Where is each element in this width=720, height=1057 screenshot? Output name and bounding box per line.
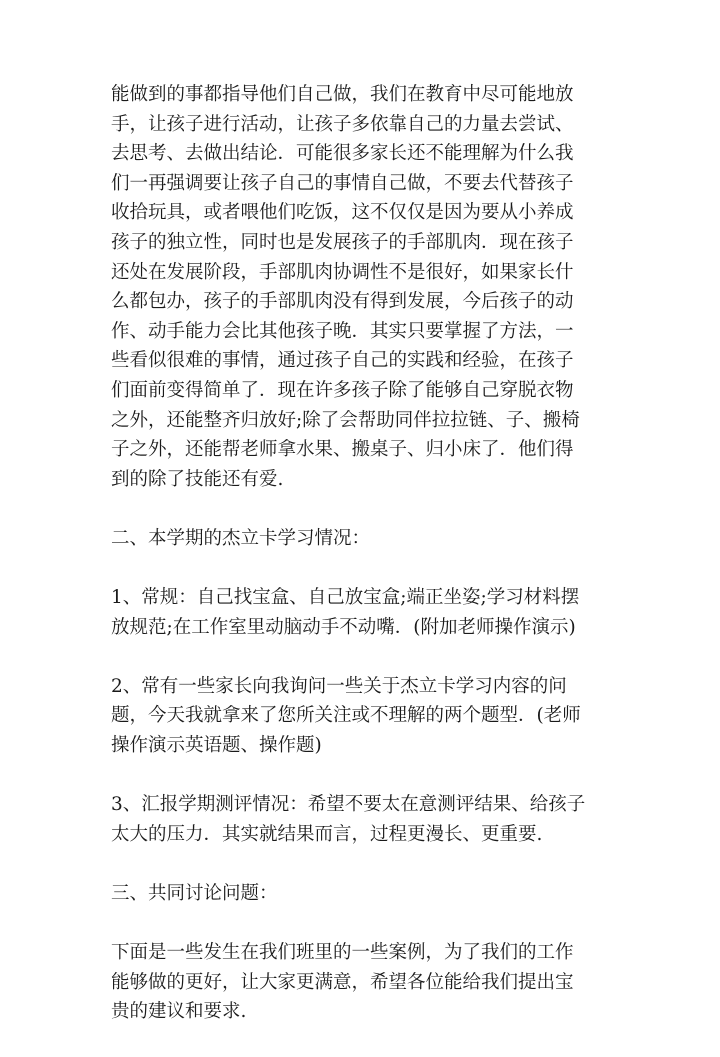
- text-line: 还处在发展阶段，手部肌肉协调性不是很好，如果家长什: [111, 261, 574, 283]
- text-line: 贵的建议和要求.: [111, 1001, 247, 1023]
- section-heading-2: [111, 524, 611, 554]
- text-line: 下面是一些发生在我们班里的一些案例，为了我们的工作: [111, 942, 574, 964]
- text-line: 操作演示英语题、操作题): [111, 735, 322, 757]
- text-line: 去思考、去做出结论．可能很多家长还不能理解为什么我: [111, 143, 574, 165]
- text-line: 作、动手能力会比其他孩子晚．其实只要掌握了方法，一: [111, 320, 574, 342]
- text-line: 之外，还能整齐归放好;除了会帮助同伴拉拉链、子、搬椅: [111, 409, 580, 431]
- paragraph-item-1: [111, 583, 611, 642]
- text-line: 手，让孩子进行活动，让孩子多依靠自己的力量去尝试、: [111, 113, 574, 135]
- heading-line: 二、本学期的杰立卡学习情况：: [111, 527, 371, 549]
- text-line: 题，今天我就拿来了您所关注或不理解的两个题型．(老师: [111, 705, 581, 727]
- paragraph-item-2: [111, 672, 611, 761]
- paragraph-item-3: [111, 790, 611, 849]
- text-line: 么都包办，孩子的手部肌肉没有得到发展，今后孩子的动: [111, 291, 574, 313]
- section-heading-3: [111, 879, 611, 909]
- text-line: 些看似很难的事情，通过孩子自己的实践和经验，在孩子: [111, 350, 574, 372]
- text-line: 能做到的事都指导他们自己做，我们在教育中尽可能地放: [111, 84, 574, 105]
- text-line: 放规范;在工作室里动脑动手不动嘴．(附加老师操作演示): [111, 616, 576, 638]
- text-line: 们一再强调要让孩子自己的事情自己做，不要去代替孩子: [111, 172, 574, 194]
- text-line: 1、常规：自己找宝盒、自己放宝盒;端正坐姿;学习材料摆: [111, 587, 580, 609]
- paragraph-intro: [111, 80, 611, 494]
- text-line: 收拾玩具，或者喂他们吃饭，这不仅仅是因为要从小养成: [111, 202, 574, 224]
- heading-line: 三、共同讨论问题：: [111, 883, 278, 905]
- text-line: 子之外，还能帮老师拿水果、搬桌子、归小床了．他们得: [111, 439, 574, 461]
- text-line: 到的除了技能还有爱.: [111, 468, 284, 490]
- text-line: 们面前变得简单了．现在许多孩子除了能够自己穿脱衣物: [111, 379, 574, 401]
- paragraph-closing: [111, 938, 611, 1027]
- text-line: 2、常有一些家长向我询问一些关于杰立卡学习内容的问: [111, 675, 567, 697]
- text-line: 能够做的更好，让大家更满意，希望各位能给我们提出宝: [111, 971, 574, 993]
- text-line: 孩子的独立性，同时也是发展孩子的手部肌肉．现在孩子: [111, 231, 574, 253]
- document-body: [111, 80, 611, 1057]
- text-line: 太大的压力．其实就结果而言，过程更漫长、更重要.: [111, 823, 543, 845]
- text-line: 3、汇报学期测评情况：希望不要太在意测评结果、给孩子: [111, 794, 586, 816]
